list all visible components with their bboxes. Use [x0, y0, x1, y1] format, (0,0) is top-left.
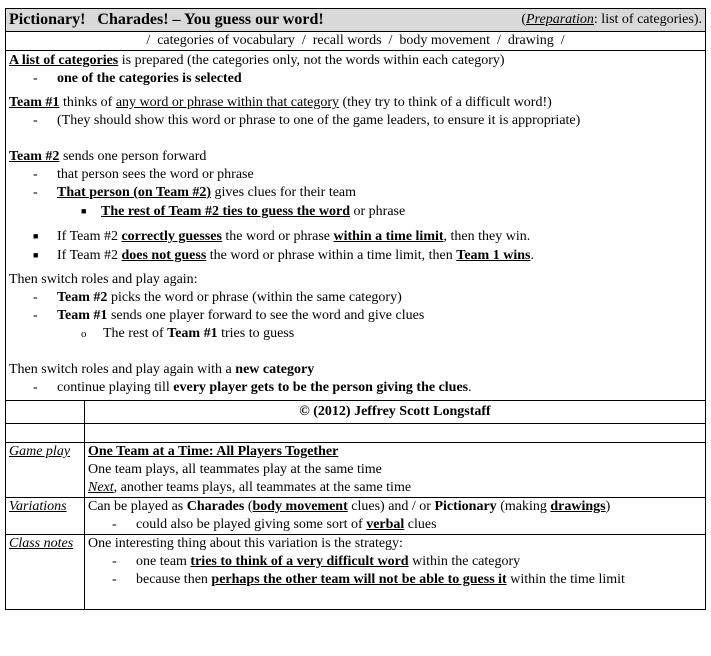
square-bullet-icon: ■: [81, 206, 87, 216]
empty-cell: [85, 424, 706, 443]
text-line: Then switch roles and play again:: [9, 272, 198, 287]
variations-content: [85, 498, 706, 535]
preparation-note: (Preparation: list of categories).: [521, 12, 702, 27]
instructions-cell: [6, 51, 706, 401]
square-bullet-icon: ■: [33, 231, 39, 241]
classnotes-label: Class notes: [6, 535, 85, 610]
text-line: A list of categories is prepared (the categories only, not the words within each category): [9, 53, 505, 68]
text-line: - that person sees the word or phrase: [33, 167, 254, 182]
text-line: - one team tries to think of a very difficult word within the category: [112, 554, 521, 569]
text-line: Then switch roles and play again with a new category: [9, 362, 315, 377]
classnotes-content: [85, 535, 706, 610]
game-table: [5, 8, 706, 610]
text-line: - Team #2 picks the word or phrase (within the same category): [33, 290, 402, 305]
empty-cell: [6, 424, 85, 443]
text-line: Next, another teams plays, all teammates at the same time: [88, 480, 412, 495]
page-title: Pictionary! Charades! – You guess our word!: [9, 11, 324, 28]
text-line: - one of the categories is selected: [33, 71, 242, 86]
circle-bullet-icon: o: [81, 328, 87, 340]
text-line: - Team #1 sends one player forward to see the word and give clues: [33, 308, 425, 323]
text-line: ■ If Team #2 does not guess the word or phrase within a time limit, then Team 1 wins.: [33, 248, 534, 263]
text-line: One team plays, all teammates play at the same time: [88, 462, 382, 477]
text-line: ■ The rest of Team #2 ties to guess the word or phrase: [81, 204, 406, 219]
gameplay-label: Game play: [6, 443, 85, 498]
gameplay-heading: One Team at a Time: All Players Together: [88, 444, 339, 459]
text-line: o The rest of Team #1 tries to guess: [81, 326, 295, 341]
square-bullet-icon: ■: [33, 250, 39, 260]
document-page: [5, 8, 706, 610]
text-line: - (They should show this word or phrase to one of the game leaders, to ensure it is appropriate): [33, 113, 581, 128]
text-line: - continue playing till every player gets to be the person giving the clues.: [33, 380, 472, 395]
text-line: Team #2 sends one person forward: [9, 149, 207, 164]
copyright: © (2012) Jeffrey Scott Longstaff: [85, 401, 706, 424]
text-line: ■ If Team #2 correctly guesses the word or phrase within a time limit, then they win.: [33, 229, 531, 244]
text-line: Can be played as Charades (body movement clues) and / or Pictionary (making drawings): [88, 499, 611, 514]
gameplay-content: [85, 443, 706, 498]
variations-label: Variations: [6, 498, 85, 535]
text-line: One interesting thing about this variation is the strategy:: [88, 536, 403, 551]
text-line: - could also be played giving some sort of verbal clues: [112, 517, 437, 532]
text-line: - That person (on Team #2) gives clues for their team: [33, 185, 357, 200]
empty-cell: [6, 401, 85, 424]
categories-line: / categories of vocabulary / recall words / body movement / drawing /: [6, 32, 706, 51]
text-line: Team #1 thinks of any word or phrase within that category (they try to think of a difficult word!): [9, 95, 552, 110]
text-line: - because then perhaps the other team will not be able to guess it within the time limit: [112, 572, 625, 587]
title-bar: [6, 9, 706, 32]
